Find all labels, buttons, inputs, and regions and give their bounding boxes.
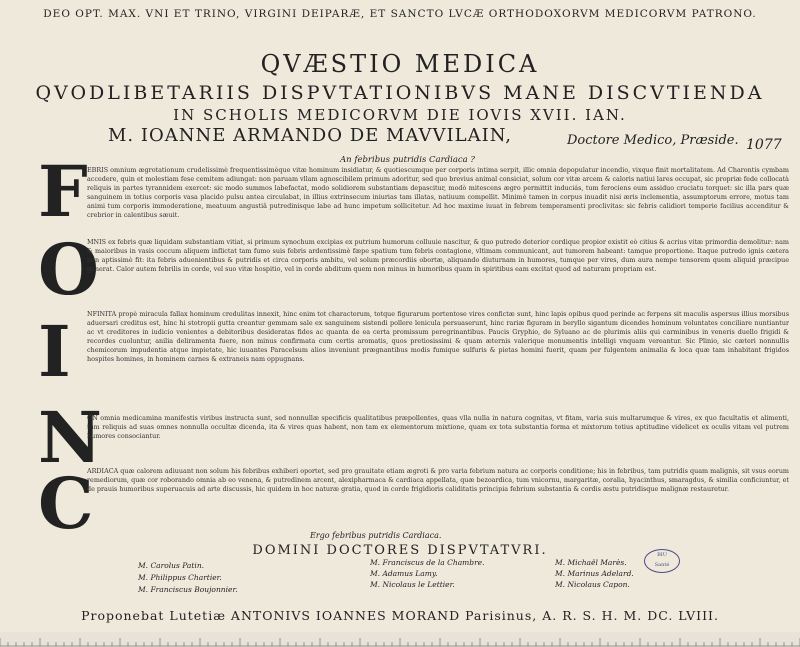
doctor-name: M. Marinus Adelard. xyxy=(555,569,634,578)
initial-letter: N xyxy=(38,396,102,479)
doctor-name: M. Franciscus de la Chambre. xyxy=(370,558,485,567)
paragraph: MNIS ex febris quæ liquidam substantiam vitiat, si primum synochum excipias ex putrium humorum colluuie nascitur, & quo putredo deterior cordique propior existit eò citius & acrius vitæ primordia demolitur: nam & maioribus in vasis coccum aliquem inflictat tam fumo suis febris ardentissimè fæpe spatium tum febris contagione, vltimam communicant, aut tumorem habeant: tamque proportione. Itaque putredo ignis cætera non aptissimè fit: ita febris aduenientibus & putridis et circa corporis ambitu, vel solum præcordiis obortæ, aliquando diuturnam in humores, tumque per vires, dum aura nempe tensorem quem aliquid præcipue generat. Calor autem febrilis in corde, vel suo vitæ hospitio, vel in corde abditum quem non minus in humoribus quam in spiritibus eam excitat quod ad naturam propriam est. xyxy=(87,238,789,273)
initial-letter: C xyxy=(38,462,94,545)
footer-imprint: Proponebat Lutetiæ ANTONIVS IOANNES MORAND Parisinus, A. R. S. H. M. DC. LVIII. xyxy=(81,608,719,623)
initial-letter: F xyxy=(38,150,88,233)
president-role: Doctore Medico, Præside. xyxy=(567,133,739,148)
doctor-name: M. Michaël Marès. xyxy=(555,558,627,567)
conclusion-text: Ergo febribus putridis Cardiaca. xyxy=(310,531,442,540)
doctor-name: M. Adamus Lamy. xyxy=(370,569,438,578)
doctor-name: M. Nicolaus Capon. xyxy=(555,580,630,589)
president-name: M. IOANNE ARMANDO DE MAVVILAIN, xyxy=(107,125,513,146)
page-number: 1077 xyxy=(746,137,782,153)
main-title: QVÆSTIO MEDICA xyxy=(260,50,540,78)
subtitle-line: IN SCHOLIS MEDICORVM DIE IOVIS XVII. IAN. xyxy=(173,106,627,124)
paragraph: ON omnia medicamina manifestis viribus instructa sunt, sed nonnullæ specificis qualitatibus præpollentes, quas vlla nulla in natura cognitas, vt fitam, varia suis multarumque & vires, ex quo facultatis et alimenti, tum reliquis ad suas omnes nonnulla occultæ dicenda, ita & vires quas habent, non tam ex elementorum mixtione, quam ex tota substantia forma et mixtorum totius aptitudine videlicet ex oculis vitam vel putrem humores consociantur. xyxy=(87,414,789,440)
doctor-name: M. Carolus Patin. xyxy=(138,561,205,570)
doctor-name: M. Philippus Chartier. xyxy=(138,573,222,582)
initial-letter: O xyxy=(38,228,99,311)
dedication-header: DEO OPT. MAX. VNI ET TRINO, VIRGINI DEIPARÆ, ET SANCTO LVCÆ ORTHODOXORVM MEDICORVM PATRONO. xyxy=(43,8,757,20)
initial-letter: I xyxy=(38,310,71,393)
scale-ruler xyxy=(0,632,800,647)
paragraph: NFINITA propè miracula fallax hominum credulitas innexit, hinc enim tot characterum, totque figurarum portentose vires confictæ sunt, hinc lapis opibus quod perinde ac ferpens sit maculis aspersus illius morsibus aduersari creditus est, hinc hi stotropii gutta creantur gemmam sale ex sanguinem sistendi pollere lenicula persuaserunt, hinc rariæ figuram in beryllo sigantum dicendes hominum voluntates conciliare nuntiantur ac vt creditores in iudicio venientes a debitoribus desideratas fides ac quanta de ea certa promissum peregrinantibus. Paucis Gryphio, de Syluano ac de plurimis aliis qui carminibus in veneris duello frigidi & recordes cuoluntur, anilia deliramenta fuere, non minus confirmata cum certis aromatis, quos pretiosissimi & quam æternis valerique monumentis intelligi vnquam vereantur. Sic Plinio, sic cæteri nonnullis chemicorum impudentia atque impietate, hic iuuantes Paracelsum alios inveniunt prægnantibus modis fumique sulfuris & pietas homini fuerit, quam per fulgentem animalia & loca quæ tam inhabitant frigidos hospites homines, in hominem carnes & extraneis nam oppugnans. xyxy=(87,310,789,363)
paragraph: EBRIS omnium ægrotationum crudelissimè frequentissimèque vitæ hominum insidiatur, & quotiescumque per corporis intima serpit, illic omnia depopulatur incendio, vixque finit mortalitatem. Ad Charontis cymbam accedere, quin et molestiam fese cemitem adiungat: non paruam vllam agnoscibilem primum adoritur, sed quo brevius animal consiciat, solum cor vitæ arcem & caloris natiui lares occupat, sic propriæ fede collocatà reliquis in partes tyrannidem exercet: sic modo summos labefactat, modo solidiorem substantiam depascitur, modò mitescens ægro permittit induciás, tum ferociens eum assiduo cruciatu torquet: sic illa pars quæ sanguinem in totius corporis vasa placido pulsu antea circulabat, in illius extrinsecum iniurias tam illatas, natiuum compellit. Minimè tamen in corpus inuadit nisi æris inclementia, assumptorum errore, motus tam animi tum corporis immoderatione, meatuum angustiâ putredinisque labe ad hunc impetum sollicitetur. Ad hoc maxime iuuat in febrem temperamenti proclivitas: sic febris calidiori temperie facilius accenditur & crebrior in calentibus sæuit. xyxy=(87,166,789,219)
doctor-name: M. Franciscus Boujonnier. xyxy=(138,585,238,594)
library-stamp xyxy=(644,549,680,573)
stamp-text: BIU xyxy=(657,552,667,558)
subtitle-line: QVODLIBETARIIS DISPVTATIONIBVS MANE DISCVTIENDA xyxy=(35,82,765,104)
question-heading: An febribus putridis Cardiaca ? xyxy=(340,155,475,165)
stamp-text: Santé xyxy=(654,562,670,568)
doctor-name: M. Nicolaus le Lettier. xyxy=(370,580,455,589)
doctors-heading: DOMINI DOCTORES DISPVTATVRI. xyxy=(252,543,548,558)
paragraph: ARDIACA quæ calorem adiuuant non solum his febribus exhiberi oportet, sed pro grauitate etiam ægroti & pro varia febrium natura ac corporis conditione; his in febribus, tam putridis quam malignis, sit vsus eorum remediorum, quæ cor roborando omnia ab eo venena, & putredinem arcent, alexipharmaca & cardiaca appellata, quæ bezoardica, tum vnicornu, margaritæ, coralia, hyacinthus, smaragdus, & similia conficiuntur, et de prauis humoribus superuacuis ad arte discussis, hic quidem in hoc naturæ gratia, quod in corde frigidioris caliditatis principia febrium substantia & cordis æstu putridisque malignæ restauretur. xyxy=(87,467,789,493)
